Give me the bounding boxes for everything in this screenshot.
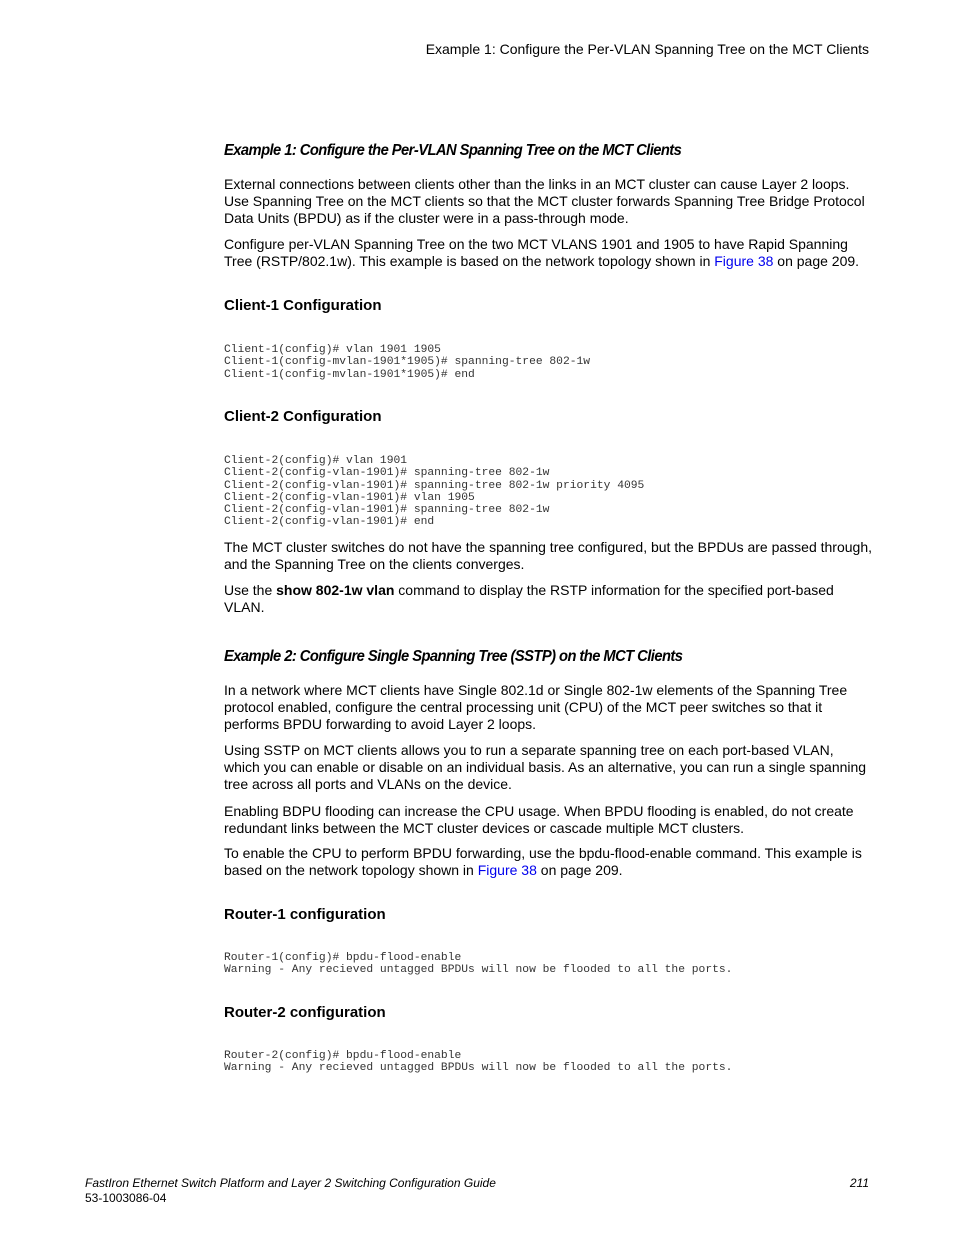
- example1-paragraph-2: [224, 236, 872, 270]
- example1-heading: Example 1: Configure the Per-VLAN Spanning Tree on the MCT Clients: [224, 142, 682, 159]
- command-name: show 802-1w vlan: [276, 582, 395, 598]
- running-header: Example 1: Configure the Per-VLAN Spanning Tree on the MCT Clients: [425, 41, 869, 57]
- paragraph-text: on page 209.: [536, 862, 623, 879]
- paragraph-text: To enable the CPU to perform BPDU forwarding, use the bpdu-flood-enable command. This example is based on the network topology shown in: [224, 845, 862, 879]
- client1-code-block: Client-1(config)# vlan 1901 1905 Client-1(config-mvlan-1901*1905)# spanning-tree 802-1w Client-1(config-mvlan-1901*1905)# end: [224, 344, 591, 381]
- client1-config-heading: Client-1 Configuration: [224, 297, 382, 314]
- example1-paragraph-4: [224, 582, 872, 616]
- paragraph-text: on page 209.: [773, 253, 860, 270]
- example1-paragraph-3: The MCT cluster switches do not have the spanning tree configured, but the BPDUs are passed through, and the Spanning Tree on the clients converges.: [224, 539, 872, 573]
- footer-page-number: 211: [849, 1176, 869, 1190]
- client2-config-heading: Client-2 Configuration: [224, 408, 382, 425]
- router2-config-heading: Router-2 configuration: [224, 1004, 386, 1021]
- paragraph-text: command to display the RSTP information for the specified port-based VLAN.: [224, 582, 834, 616]
- example2-paragraph-1: In a network where MCT clients have Single 802.1d or Single 802-1w elements of the Spanning Tree protocol enabled, configure the central processing unit (CPU) of the MCT peer switches so that it performs BPDU forwarding to avoid Layer 2 loops.: [224, 682, 848, 733]
- example1-paragraph-1: External connections between clients other than the links in an MCT cluster can cause Layer 2 loops. Use Spanning Tree on the MCT clients so that the MCT cluster forwards Spanning Tree Bridge Protocol Data Units (BPDU) as if the cluster were in a pass-through mode.: [224, 176, 865, 227]
- footer-doc-number: 53-1003086-04: [85, 1190, 167, 1205]
- paragraph-text: Use the: [224, 582, 277, 598]
- footer-doc-info: [85, 1176, 496, 1205]
- figure-38-link[interactable]: Figure 38: [714, 253, 774, 270]
- router1-config-heading: Router-1 configuration: [224, 906, 386, 923]
- router1-code-block: Router-1(config)# bpdu-flood-enable Warning - Any recieved untagged BPDUs will now be flooded to all the ports.: [224, 952, 733, 977]
- router2-code-block: Router-2(config)# bpdu-flood-enable Warning - Any recieved untagged BPDUs will now be flooded to all the ports.: [224, 1050, 733, 1075]
- client2-code-block: Client-2(config)# vlan 1901 Client-2(config-vlan-1901)# spanning-tree 802-1w Client-2(config-vlan-1901)# spanning-tree 802-1w priority 4095 Client-2(config-vlan-1901)# vlan 1905 Client-2(config-vlan-1901)# spanning-tree 802-1w Client-2(config-vlan-1901)# end: [224, 455, 645, 529]
- figure-38-link[interactable]: Figure 38: [477, 862, 537, 879]
- example2-paragraph-3: Enabling BDPU flooding can increase the CPU usage. When BPDU flooding is enabled, do not create redundant links between the MCT cluster devices or cascade multiple MCT clusters.: [224, 803, 854, 837]
- footer-doc-title: FastIron Ethernet Switch Platform and Layer 2 Switching Configuration Guide: [85, 1176, 496, 1190]
- example2-paragraph-4: [224, 845, 872, 879]
- example2-paragraph-2: Using SSTP on MCT clients allows you to run a separate spanning tree on each port-based VLAN, which you can enable or disable on an individual basis. As an alternative, you can run a single spanning tree across all ports and VLANs on the device.: [224, 742, 867, 793]
- example2-heading: Example 2: Configure Single Spanning Tree (SSTP) on the MCT Clients: [224, 648, 683, 665]
- paragraph-text: Configure per-VLAN Spanning Tree on the two MCT VLANS 1901 and 1905 to have Rapid Spanning Tree (RSTP/802.1w). This example is based on the network topology shown in: [224, 236, 848, 270]
